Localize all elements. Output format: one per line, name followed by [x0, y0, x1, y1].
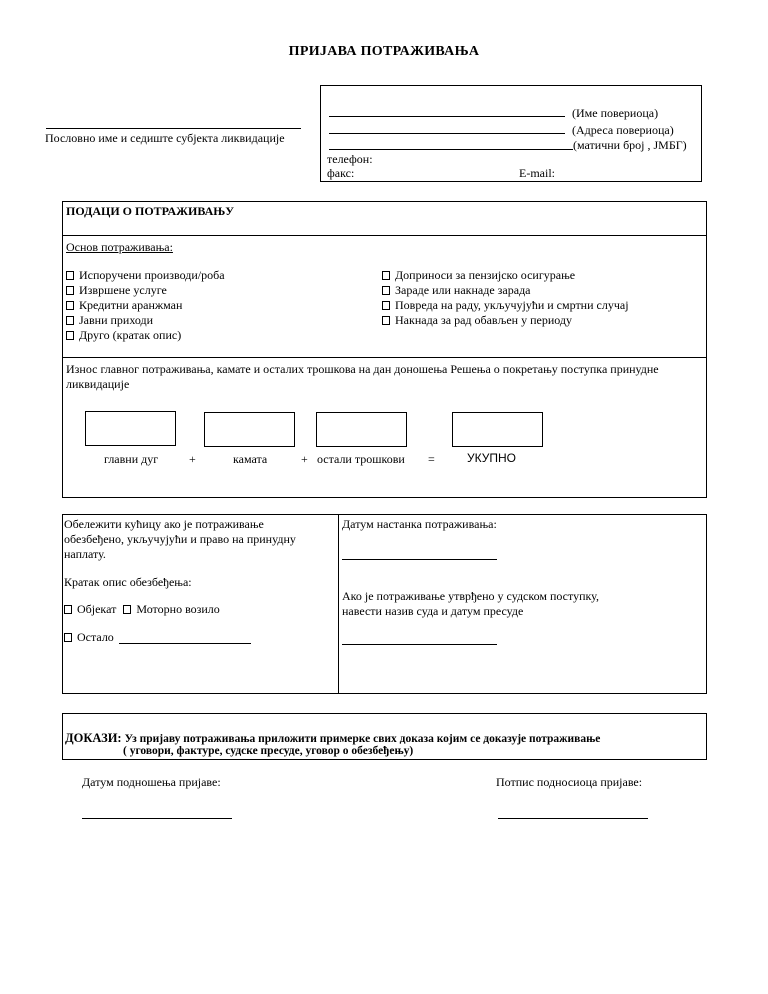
signature-label: Потпис подносиоца пријаве: — [496, 775, 643, 789]
checkbox-icon[interactable] — [64, 605, 72, 614]
debtor-name-field[interactable] — [46, 128, 301, 129]
evidence-label: ДОКАЗИ: — [65, 731, 122, 745]
principal-label: главни дуг — [104, 452, 159, 466]
other-field[interactable] — [119, 643, 251, 644]
checkbox-icon[interactable] — [66, 286, 74, 295]
submit-date-field[interactable] — [82, 818, 232, 819]
evidence-text — [65, 731, 600, 746]
checkbox-icon[interactable] — [66, 316, 74, 325]
other-label: Остало — [77, 630, 114, 644]
option-injury[interactable]: Повреда на раду, укључујући и смртни случај — [382, 298, 629, 313]
origin-date-label: Датум настанка потраживања: — [342, 517, 497, 531]
checkbox-icon[interactable] — [382, 316, 390, 325]
court-text-1: Ако је потраживање утврђено у судском поступку, — [342, 589, 599, 603]
creditor-box — [320, 85, 702, 182]
total-label: УКУПНО — [467, 451, 516, 465]
option-pension[interactable]: Доприноси за пензијско осигурање — [382, 268, 629, 283]
checkbox-icon[interactable] — [66, 271, 74, 280]
security-short-desc: Кратак опис обезбеђења: — [64, 575, 192, 589]
email-label: E-mail: — [519, 166, 555, 180]
court-field[interactable] — [342, 644, 497, 645]
submit-date-label: Датум подношења пријаве: — [82, 775, 221, 789]
plus-sign: + — [301, 452, 308, 466]
checkbox-icon[interactable] — [66, 331, 74, 340]
phone-label: телефон: — [327, 152, 373, 166]
option-credit[interactable]: Кредитни аранжман — [66, 298, 225, 313]
checkbox-icon[interactable] — [123, 605, 131, 614]
checkbox-icon[interactable] — [382, 301, 390, 310]
options-divider — [63, 357, 706, 358]
checkbox-icon[interactable] — [382, 271, 390, 280]
principal-input[interactable] — [85, 411, 176, 446]
security-other — [64, 630, 114, 645]
basis-label: Основ потраживања: — [66, 240, 173, 254]
interest-input[interactable] — [204, 412, 295, 447]
security-box — [62, 514, 707, 694]
evidence-box — [62, 713, 707, 760]
option-public-revenue[interactable]: Јавни приходи — [66, 313, 225, 328]
option-other[interactable]: Друго (кратак опис) — [66, 328, 225, 343]
debtor-caption: Пословно име и седиште субјекта ликвидације — [45, 131, 285, 145]
interest-label: камата — [233, 452, 268, 466]
security-text: Обележити кућицу ако је потраживање обезбеђено, укључујући и право на принудну наплату. — [64, 517, 296, 561]
option-work-period[interactable]: Накнада за рад обављен у периоду — [382, 313, 629, 328]
basis-left-options — [66, 268, 225, 343]
checkbox-icon[interactable] — [66, 301, 74, 310]
court-text-2: навести назив суда и датум пресуде — [342, 604, 524, 618]
creditor-name-label: (Име повериоца) — [572, 106, 659, 120]
heading-divider — [63, 235, 706, 236]
option-services[interactable]: Извршене услуге — [66, 283, 225, 298]
amount-text: Износ главног потраживања, камате и осталих трошкова на дан доношења Решења о покретању поступка принудне ликвидације — [66, 362, 659, 391]
origin-date-field[interactable] — [342, 559, 497, 560]
checkbox-icon[interactable] — [64, 633, 72, 642]
option-wages[interactable]: Зараде или накнаде зарада — [382, 283, 629, 298]
creditor-id-label: (матични број , ЈМБГ) — [573, 138, 687, 152]
evidence-body: Уз пријаву потраживања приложити примерке свих доказа којим се доказује потраживање — [124, 733, 601, 745]
vehicle-label: Моторно возило — [136, 602, 220, 616]
costs-label: остали трошкови — [317, 452, 405, 466]
creditor-id-field[interactable] — [329, 149, 573, 150]
total-input[interactable] — [452, 412, 543, 447]
object-label: Објекат — [77, 602, 117, 616]
creditor-address-label: (Адреса повериоца) — [572, 123, 674, 137]
column-divider — [338, 515, 339, 693]
costs-input[interactable] — [316, 412, 407, 447]
claim-data-box — [62, 201, 707, 498]
security-object-vehicle — [64, 602, 220, 617]
creditor-name-field[interactable] — [329, 116, 565, 117]
claim-heading: ПОДАЦИ О ПОТРАЖИВАЊУ — [66, 204, 235, 218]
signature-field[interactable] — [498, 818, 648, 819]
creditor-address-field[interactable] — [329, 133, 565, 134]
evidence-text-2: ( уговори, фактуре, судске пресуде, уговор о обезбеђењу) — [123, 745, 414, 757]
checkbox-icon[interactable] — [382, 286, 390, 295]
form-title: ПРИЈАВА ПОТРАЖИВАЊА — [288, 44, 480, 59]
equals-sign: = — [428, 452, 435, 466]
basis-right-options — [382, 268, 629, 328]
fax-label: факс: — [327, 166, 355, 180]
option-goods[interactable]: Испоручени производи/роба — [66, 268, 225, 283]
plus-sign: + — [189, 452, 196, 466]
